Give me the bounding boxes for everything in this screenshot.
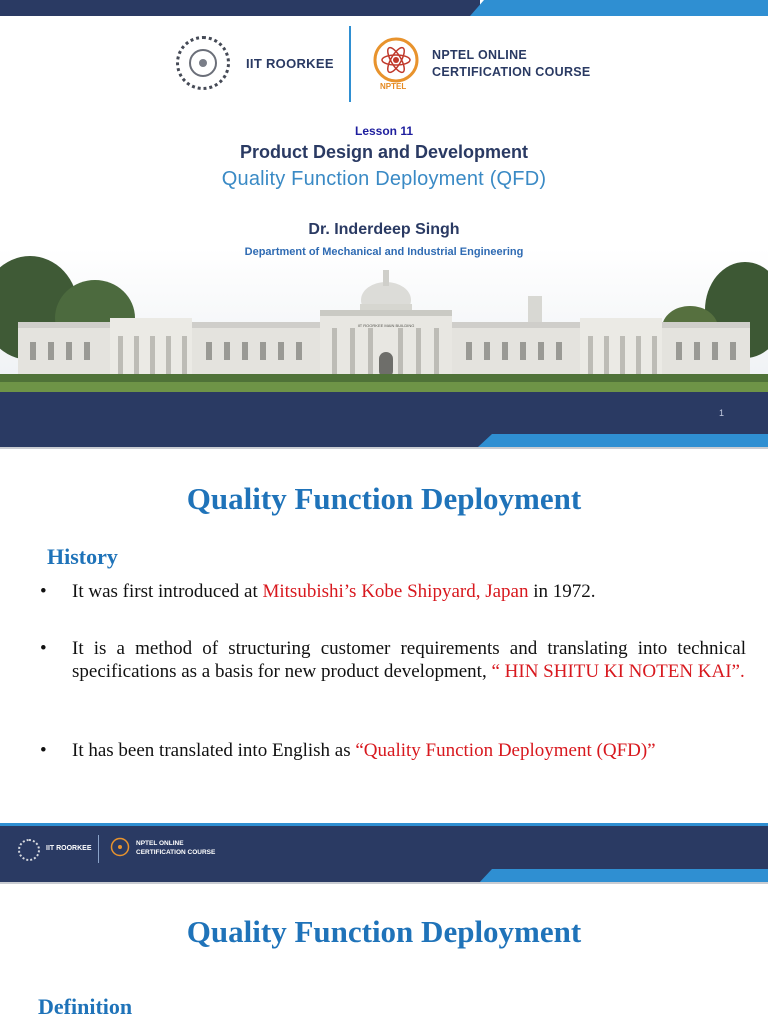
- nptel-logo-icon: [110, 837, 130, 857]
- slide-title: Quality Function Deployment: [186, 914, 582, 949]
- bullet-highlight: “ HIN SHITU KI NOTEN KAI”.: [491, 661, 745, 682]
- header-accent: [470, 0, 768, 16]
- footer-course: [136, 839, 215, 857]
- course-name: [432, 47, 591, 81]
- bullet-dot: •: [40, 638, 47, 659]
- logo-divider: [349, 26, 351, 102]
- footer-institute: IIT ROORKEE: [46, 845, 92, 852]
- bullet-text: It is a method of structuring customer requirements and translating into technical specifications as a basis for new product development,: [72, 638, 746, 682]
- course-line-1: NPTEL ONLINE: [432, 48, 528, 62]
- author-name: Dr. Inderdeep Singh: [308, 221, 460, 238]
- nptel-logo-icon: [372, 36, 420, 84]
- bullet-text: It has been translated into English as: [72, 740, 356, 761]
- lesson-number: Lesson 11: [354, 124, 414, 138]
- bullet-dot: •: [40, 740, 47, 761]
- footer-course-line-1: NPTEL ONLINE: [136, 840, 184, 847]
- footer-accent: [478, 434, 768, 447]
- course-title: Product Design and Development: [239, 142, 529, 162]
- bullet-text-end: in 1972.: [528, 581, 596, 602]
- building-photo: [0, 248, 768, 392]
- nptel-tag: NPTEL: [380, 82, 407, 91]
- page-number: 1: [718, 408, 724, 418]
- iit-seal-icon: [176, 36, 230, 90]
- course-line-2: CERTIFICATION COURSE: [432, 65, 591, 79]
- bullet-item: [40, 580, 746, 603]
- bullet-highlight: Mitsubishi’s Kobe Shipyard, Japan: [262, 581, 529, 602]
- building-sign: IIT ROORKEE MAIN BUILDING: [357, 323, 415, 328]
- history-slide: [0, 447, 768, 884]
- definition-slide: [0, 882, 768, 1026]
- header-bar: [0, 0, 480, 16]
- title-slide: [0, 0, 768, 447]
- bullet-item: [40, 739, 746, 762]
- logo-header: [0, 26, 768, 106]
- section-heading-definition: Definition: [38, 994, 133, 1019]
- bullet-text: It was first introduced at: [72, 581, 263, 602]
- bullet-highlight: “Quality Function Deployment (QFD)”: [355, 740, 656, 761]
- footer-course-line-2: CERTIFICATION COURSE: [136, 849, 216, 856]
- section-heading-history: History: [47, 544, 118, 569]
- bullet-dot: •: [40, 581, 47, 602]
- iit-seal-icon: [18, 839, 40, 861]
- topic-title: Quality Function Deployment (QFD): [221, 168, 547, 190]
- institute-name: IIT ROORKEE: [246, 56, 334, 71]
- department-name: Department of Mechanical and Industrial Engineering: [244, 246, 524, 258]
- bullet-item: [40, 637, 746, 683]
- footer-divider: [98, 835, 99, 863]
- slide-title: Quality Function Deployment: [186, 481, 582, 516]
